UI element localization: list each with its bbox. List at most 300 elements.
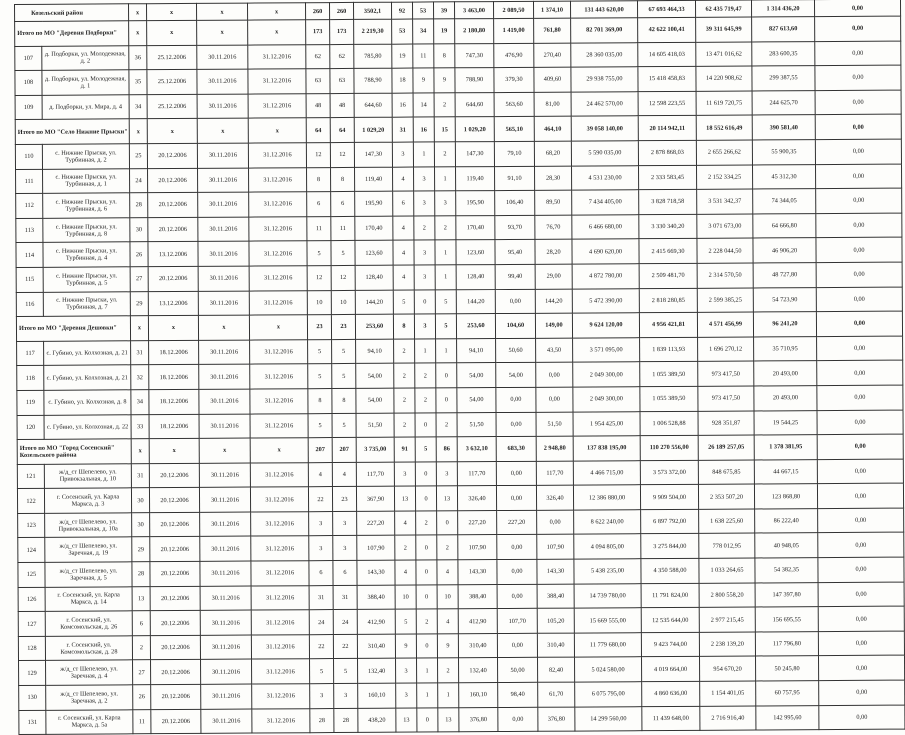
table-cell: 115 <box>16 267 43 292</box>
table-cell: 3 <box>414 314 435 339</box>
table-cell: 48 <box>306 93 330 118</box>
table-cell: 42 622 100,41 <box>638 17 696 42</box>
table-cell: 53 <box>392 19 413 44</box>
table-cell: 107,90 <box>458 535 497 560</box>
table-cell: 67 693 464,33 <box>637 0 695 17</box>
table-cell: с. Нижние Прыски, ул. Турбинная, д. 8 <box>43 218 130 243</box>
table-cell: 1 638 225,60 <box>699 509 755 534</box>
table-cell: 1 006 528,88 <box>640 411 698 436</box>
table-cell: 4 019 664,00 <box>642 657 700 682</box>
table-cell: x <box>196 3 247 20</box>
table-cell: 0,00 <box>814 0 900 17</box>
table-cell: 253,60 <box>355 314 393 339</box>
table-cell: x <box>129 4 147 21</box>
table-cell: 20.12.2006 <box>150 586 200 611</box>
table-cell: 2 878 868,03 <box>638 140 696 165</box>
table-cell: 0,00 <box>819 680 905 705</box>
table-cell: 409,60 <box>534 67 571 92</box>
table-cell: 0,00 <box>818 606 904 631</box>
table-cell: 51,50 <box>457 412 496 437</box>
subtotal-title: Итого по МО "Город Сосенский" Козельского района <box>17 439 131 464</box>
table-cell: 30.11.2016 <box>200 586 251 611</box>
table-cell: 13.12.2006 <box>148 291 198 316</box>
table-cell: 31.12.2016 <box>248 69 306 94</box>
table-cell: 34 <box>129 94 147 119</box>
table-cell: 0,00 <box>817 360 903 385</box>
table-cell: 89,50 <box>535 190 572 215</box>
table-cell: 3 <box>435 191 456 216</box>
table-cell: 4 <box>332 462 356 487</box>
table-cell: 14 605 418,03 <box>638 42 696 67</box>
table-cell: 30 <box>130 217 148 242</box>
table-cell: 3 571 095,00 <box>573 337 640 362</box>
table-cell: 563,60 <box>494 92 534 117</box>
table-cell: 464,10 <box>534 116 571 141</box>
table-cell: 8 <box>332 388 356 413</box>
table-cell: 81,00 <box>534 92 571 117</box>
table-cell: с. Нижние Прыски, ул. Турбинная, д. 2 <box>42 144 129 169</box>
table-cell: д. Подборки, ул. Мира, д. 4 <box>42 95 129 120</box>
table-cell: 62 <box>330 44 354 69</box>
table-cell: 1 <box>435 166 456 191</box>
table-cell: 0,00 <box>816 262 902 287</box>
table-cell: 91,10 <box>494 166 534 191</box>
table-cell: 0,00 <box>817 483 903 508</box>
table-cell: 5 <box>393 290 414 315</box>
table-cell: 1 <box>435 240 456 265</box>
table-cell: 6 466 680,00 <box>572 214 639 239</box>
table-cell: 9 <box>437 634 458 659</box>
table-cell: 23 <box>331 315 355 340</box>
table-cell: 30.11.2016 <box>198 241 249 266</box>
table-cell: 31.12.2016 <box>250 339 308 364</box>
table-cell: 26 <box>133 685 151 710</box>
table-cell: 1 374,10 <box>533 1 570 18</box>
table-cell: 2 <box>434 93 455 118</box>
table-cell: с. Губино, ул. Колхозная, д. 21 <box>44 341 131 366</box>
table-cell: 0,00 <box>816 188 902 213</box>
table-cell: 11 <box>307 216 331 241</box>
table-cell: 18 552 616,49 <box>696 115 752 140</box>
table-cell: 113 <box>16 218 43 243</box>
table-cell: 5 <box>308 364 332 389</box>
table-cell: 128,40 <box>355 265 393 290</box>
table-cell: 31.12.2016 <box>250 487 308 512</box>
table-cell: 51,50 <box>356 413 394 438</box>
table-cell: 10 <box>395 585 416 610</box>
table-cell: 30.11.2016 <box>200 561 251 586</box>
table-cell: с. Нижние Прыски, ул. Турбинная, д. 4 <box>43 242 130 267</box>
table-cell: 0,00 <box>818 557 904 582</box>
table-cell: 310,40 <box>458 633 497 658</box>
table-cell: 31.12.2016 <box>249 290 307 315</box>
table-cell: 0 <box>416 634 437 659</box>
table-cell: 30.11.2016 <box>200 635 251 660</box>
table-cell: 31.12.2016 <box>250 389 308 414</box>
table-cell: 18.12.2006 <box>149 365 199 390</box>
table-cell: 5 590 035,00 <box>571 141 638 166</box>
table-cell: 2 <box>416 511 437 536</box>
table-cell: 5 <box>435 289 456 314</box>
table-cell: 2 948,80 <box>536 436 573 461</box>
table-cell: 6 <box>333 560 357 585</box>
table-cell: 126 <box>18 587 45 612</box>
table-cell: 28 <box>310 708 334 733</box>
table-cell: 31.12.2016 <box>249 167 307 192</box>
table-cell: 149,00 <box>535 313 572 338</box>
table-cell: 30.11.2016 <box>200 537 251 562</box>
table-cell: 0,00 <box>536 387 573 412</box>
table-cell: 928 351,87 <box>698 410 754 435</box>
table-cell: 13 <box>394 486 415 511</box>
table-cell: 18.12.2006 <box>149 389 199 414</box>
table-cell: 848 675,85 <box>698 460 754 485</box>
table-cell: 2 <box>438 658 459 683</box>
table-cell: 20.12.2006 <box>148 266 198 291</box>
table-cell: 31 <box>131 340 149 365</box>
table-cell: 0,00 <box>815 65 901 90</box>
table-cell: 45 312,30 <box>752 164 815 189</box>
table-cell: 2 <box>415 388 436 413</box>
subtotal-title: Козельский район <box>15 4 129 22</box>
table-cell: 227,20 <box>458 510 497 535</box>
table-cell: 1 <box>417 658 438 683</box>
table-cell: 114 <box>16 243 43 268</box>
table-cell: 0,00 <box>817 385 903 410</box>
table-cell: 143,30 <box>537 559 574 584</box>
table-cell: 33 <box>131 414 149 439</box>
table-cell: 20.12.2006 <box>149 463 199 488</box>
table-row <box>19 705 905 735</box>
table-cell: 3 463,00 <box>454 2 493 19</box>
table-cell: 973 417,50 <box>698 386 754 411</box>
table-cell: 12 <box>331 265 355 290</box>
table-cell: 36 <box>129 45 147 70</box>
table-cell: 0,00 <box>815 41 901 66</box>
table-cell: x <box>250 438 308 463</box>
table-cell: 4 <box>437 560 458 585</box>
table-cell: 5 024 580,00 <box>575 657 642 682</box>
table-cell: x <box>149 438 199 463</box>
table-cell: 3 <box>414 166 435 191</box>
table-cell: 3 <box>414 265 435 290</box>
table-cell: 34 <box>413 19 434 44</box>
table-cell: 2 <box>414 216 435 241</box>
table-cell: 48 727,80 <box>753 263 816 288</box>
table-cell: 260 <box>305 3 329 20</box>
table-cell: 6 <box>393 191 414 216</box>
table-cell: 31.12.2016 <box>251 610 309 635</box>
table-cell: 31 <box>333 585 357 610</box>
table-cell: 0,00 <box>818 656 904 681</box>
subtotal-title: Итого по МО "Деревня Дешовки" <box>16 316 130 341</box>
table-cell: 1 029,20 <box>455 117 494 142</box>
table-cell: 30.11.2016 <box>199 487 250 512</box>
table-cell: 22 <box>308 487 332 512</box>
table-cell: 30.11.2016 <box>200 512 251 537</box>
table-cell: 2 049 300,00 <box>573 387 640 412</box>
table-cell: 30 <box>132 513 150 538</box>
table-cell: 51,50 <box>536 412 573 437</box>
table-cell: 3 <box>309 536 333 561</box>
table-cell: 107,90 <box>537 535 574 560</box>
table-cell: 244 625,70 <box>752 90 815 115</box>
table-cell: 30.11.2016 <box>199 389 250 414</box>
table-cell: 5 <box>308 413 332 438</box>
table-cell: 20.12.2006 <box>150 512 200 537</box>
table-cell: 3 735,00 <box>356 437 394 462</box>
table-cell: 39 058 140,00 <box>571 116 638 141</box>
table-cell: 6 <box>309 561 333 586</box>
table-cell: 95,40 <box>495 240 535 265</box>
table-cell: 20.12.2006 <box>151 709 201 734</box>
table-cell: x <box>129 21 147 46</box>
table-cell: 326,40 <box>457 486 496 511</box>
table-cell: 20.12.2006 <box>150 537 200 562</box>
table-cell: 0,00 <box>498 707 538 732</box>
table-cell: 144,20 <box>355 290 393 315</box>
table-cell: 5 <box>415 437 436 462</box>
table-cell: 106,40 <box>495 190 535 215</box>
table-cell: 82 701 369,00 <box>571 18 638 43</box>
table-cell: 29 938 755,00 <box>571 67 638 92</box>
table-cell: 50 245,80 <box>755 656 818 681</box>
table-cell: 2 <box>415 363 436 388</box>
table-cell: 3 <box>392 142 413 167</box>
table-cell: 5 <box>332 339 356 364</box>
table-cell: 132,40 <box>358 659 396 684</box>
table-cell: 0 <box>416 560 437 585</box>
table-cell: 3502,1 <box>353 2 391 19</box>
table-cell: 4 <box>393 265 414 290</box>
table-cell: 35 710,95 <box>754 336 817 361</box>
table-cell: 3 <box>309 511 333 536</box>
table-cell: 30.11.2016 <box>197 69 248 94</box>
table-cell: 0,00 <box>496 486 536 511</box>
table-cell: 28 360 035,00 <box>571 42 638 67</box>
table-cell: 76,70 <box>535 215 572 240</box>
table-cell: 20 493,00 <box>754 386 817 411</box>
table-cell: 130 <box>19 685 46 710</box>
table-cell: 11 791 824,00 <box>641 583 699 608</box>
table-cell: 5 438 235,00 <box>574 559 641 584</box>
table-cell: 2 <box>394 413 415 438</box>
table-cell: 5 <box>334 659 358 684</box>
table-cell: x <box>249 315 307 340</box>
table-cell: 4 <box>395 560 416 585</box>
table-cell: 108 <box>15 71 42 96</box>
table-cell: 412,90 <box>458 609 497 634</box>
table-cell: 3 <box>310 684 334 709</box>
table-cell: 1 <box>438 683 459 708</box>
table-cell: 13 <box>436 486 457 511</box>
table-cell: ж/д_ст Шепелево, ул. Заречная, д. 5 <box>45 562 132 587</box>
table-cell: 26 <box>130 242 148 267</box>
table-cell: 118 <box>17 366 44 391</box>
table-cell: 6 897 792,00 <box>641 509 699 534</box>
table-cell: 0,00 <box>818 582 904 607</box>
table-cell: 125 <box>18 562 45 587</box>
table-cell: 788,90 <box>455 68 494 93</box>
table-cell: 124 <box>18 538 45 563</box>
table-cell: 1 <box>435 265 456 290</box>
table-cell: 2 <box>132 636 150 661</box>
table-cell: 13 <box>396 708 417 733</box>
table-cell: x <box>147 3 197 20</box>
table-cell: 31.12.2016 <box>251 585 309 610</box>
table-cell: 0 <box>436 363 457 388</box>
table-cell: 31.12.2016 <box>248 143 306 168</box>
table-cell: 129 <box>19 661 46 686</box>
table-cell: 9 909 504,00 <box>640 485 698 510</box>
table-cell: 30.11.2016 <box>201 709 252 734</box>
table-cell: 747,30 <box>455 43 494 68</box>
table-cell: 60 757,95 <box>756 681 819 706</box>
table-cell: 30.11.2016 <box>198 217 249 242</box>
table-cell: 6 <box>132 611 150 636</box>
table-cell: 388,40 <box>458 584 497 609</box>
table-cell: 0,00 <box>818 631 904 656</box>
table-cell: 20.12.2006 <box>147 143 197 168</box>
table-cell: 4 872 780,00 <box>572 264 639 289</box>
table-cell: 54,00 <box>457 387 496 412</box>
table-cell: 1 <box>413 142 434 167</box>
table-cell: 388,40 <box>537 584 574 609</box>
table-cell: 31.12.2016 <box>252 708 310 733</box>
table-cell: 18.12.2006 <box>149 340 199 365</box>
table-cell: 2 333 583,45 <box>638 165 696 190</box>
table-cell: 31 <box>131 463 149 488</box>
table-cell: 16 <box>392 93 413 118</box>
table-cell: 12 <box>330 142 354 167</box>
table-cell: 12 <box>306 143 330 168</box>
table-cell: 6 075 795,00 <box>575 682 642 707</box>
table-cell: 9 <box>395 634 416 659</box>
table-cell: 14 299 560,00 <box>575 706 642 731</box>
table-cell: 31.12.2016 <box>248 93 306 118</box>
table-cell: 0,00 <box>816 237 902 262</box>
table-cell: 94,10 <box>457 338 496 363</box>
table-cell: 105,20 <box>537 608 574 633</box>
table-cell: 2 818 280,85 <box>639 288 697 313</box>
table-cell: 4 <box>395 511 416 536</box>
table-cell: 23 <box>307 315 331 340</box>
table-cell: 565,10 <box>494 117 534 142</box>
table-cell: 35 <box>129 70 147 95</box>
table-cell: 9 <box>434 68 455 93</box>
table-cell: 25.12.2006 <box>147 70 197 95</box>
table-cell: 20 493,00 <box>754 361 817 386</box>
table-cell: 2 219,30 <box>354 19 392 44</box>
table-cell: 2 049 300,00 <box>573 362 640 387</box>
table-cell: 30.11.2016 <box>198 192 249 217</box>
table-cell: 260 <box>329 2 353 19</box>
table-cell: 788,90 <box>354 68 392 93</box>
table-cell: 0,00 <box>816 311 902 336</box>
table-cell: 2 <box>437 535 458 560</box>
table-cell: 29 <box>130 291 148 316</box>
table-cell: 64 <box>306 118 330 143</box>
table-cell: 13 <box>438 707 459 732</box>
table-cell: 11 439 648,00 <box>642 706 700 731</box>
table-cell: 8 <box>434 43 455 68</box>
table-cell: 3 <box>334 683 358 708</box>
table-cell: 1 419,00 <box>494 18 534 43</box>
table-cell: 2 <box>394 363 415 388</box>
table-cell: 3 275 844,00 <box>641 534 699 559</box>
table-cell: 79,10 <box>494 141 534 166</box>
table-cell: 1 696 270,12 <box>698 337 754 362</box>
table-cell: 15 418 458,83 <box>638 67 696 92</box>
table-cell: 127 <box>18 612 45 637</box>
table-cell: 20.12.2006 <box>148 193 198 218</box>
table-cell: 18.12.2006 <box>149 414 199 439</box>
table-cell: 0 <box>436 388 457 413</box>
table-cell: x <box>130 316 148 341</box>
table-cell: 123 <box>18 513 45 538</box>
table-cell: 54,00 <box>457 363 496 388</box>
table-cell: 1 154 401,05 <box>700 681 756 706</box>
table-cell: 32 <box>131 365 149 390</box>
table-cell: 44 667,15 <box>754 459 817 484</box>
table-cell: 132,40 <box>459 658 498 683</box>
table-cell: 0,00 <box>817 459 903 484</box>
table-cell: 195,90 <box>456 191 495 216</box>
table-cell: 2 655 266,62 <box>696 140 752 165</box>
table-cell: 30.11.2016 <box>199 463 250 488</box>
table-cell: 0 <box>416 585 437 610</box>
table-cell: 3 828 718,58 <box>639 189 697 214</box>
table-cell: 107 <box>15 46 42 71</box>
table-cell: 53 <box>412 2 433 19</box>
table-cell: 128,40 <box>456 265 495 290</box>
table-cell: 0 <box>415 486 436 511</box>
subtotal-title: Итого по МО "Деревня Подборки" <box>15 21 129 46</box>
table-cell: 119 <box>17 390 44 415</box>
table-cell: 137 838 195,00 <box>573 436 640 461</box>
table-cell: 195,90 <box>355 191 393 216</box>
table-cell: 5 <box>308 339 332 364</box>
table-cell: 310,40 <box>537 633 574 658</box>
table-cell: 30.11.2016 <box>198 291 249 316</box>
table-cell: 4 <box>393 216 414 241</box>
table-cell: 1 055 389,50 <box>640 386 698 411</box>
table-cell: 3 531 342,37 <box>697 189 753 214</box>
table-cell: 31.12.2016 <box>251 561 309 586</box>
table-cell: 227,20 <box>357 511 395 536</box>
table-cell: 24 <box>333 610 357 635</box>
table-cell: 40 948,05 <box>755 533 818 558</box>
table-cell: 0,00 <box>815 139 901 164</box>
table-cell: 122 <box>17 489 44 514</box>
table-cell: 2 152 334,25 <box>696 165 752 190</box>
table-cell: 1 <box>415 339 436 364</box>
table-cell: 117,70 <box>457 461 496 486</box>
table-cell: 110 <box>15 144 42 169</box>
table-cell: 28,30 <box>534 166 571 191</box>
table-cell: 23 <box>332 487 356 512</box>
table-cell: 6 <box>307 192 331 217</box>
table-cell: 6 <box>331 192 355 217</box>
table-cell: 5 <box>332 413 356 438</box>
table-cell: 2 800 558,20 <box>699 583 755 608</box>
table-cell: 27 <box>133 660 151 685</box>
table-cell: 91 <box>394 437 415 462</box>
table-cell: 0,00 <box>818 508 904 533</box>
table-cell: 4 466 715,00 <box>573 460 640 485</box>
table-cell: 227,20 <box>497 510 537 535</box>
table-cell: 19 <box>434 19 455 44</box>
